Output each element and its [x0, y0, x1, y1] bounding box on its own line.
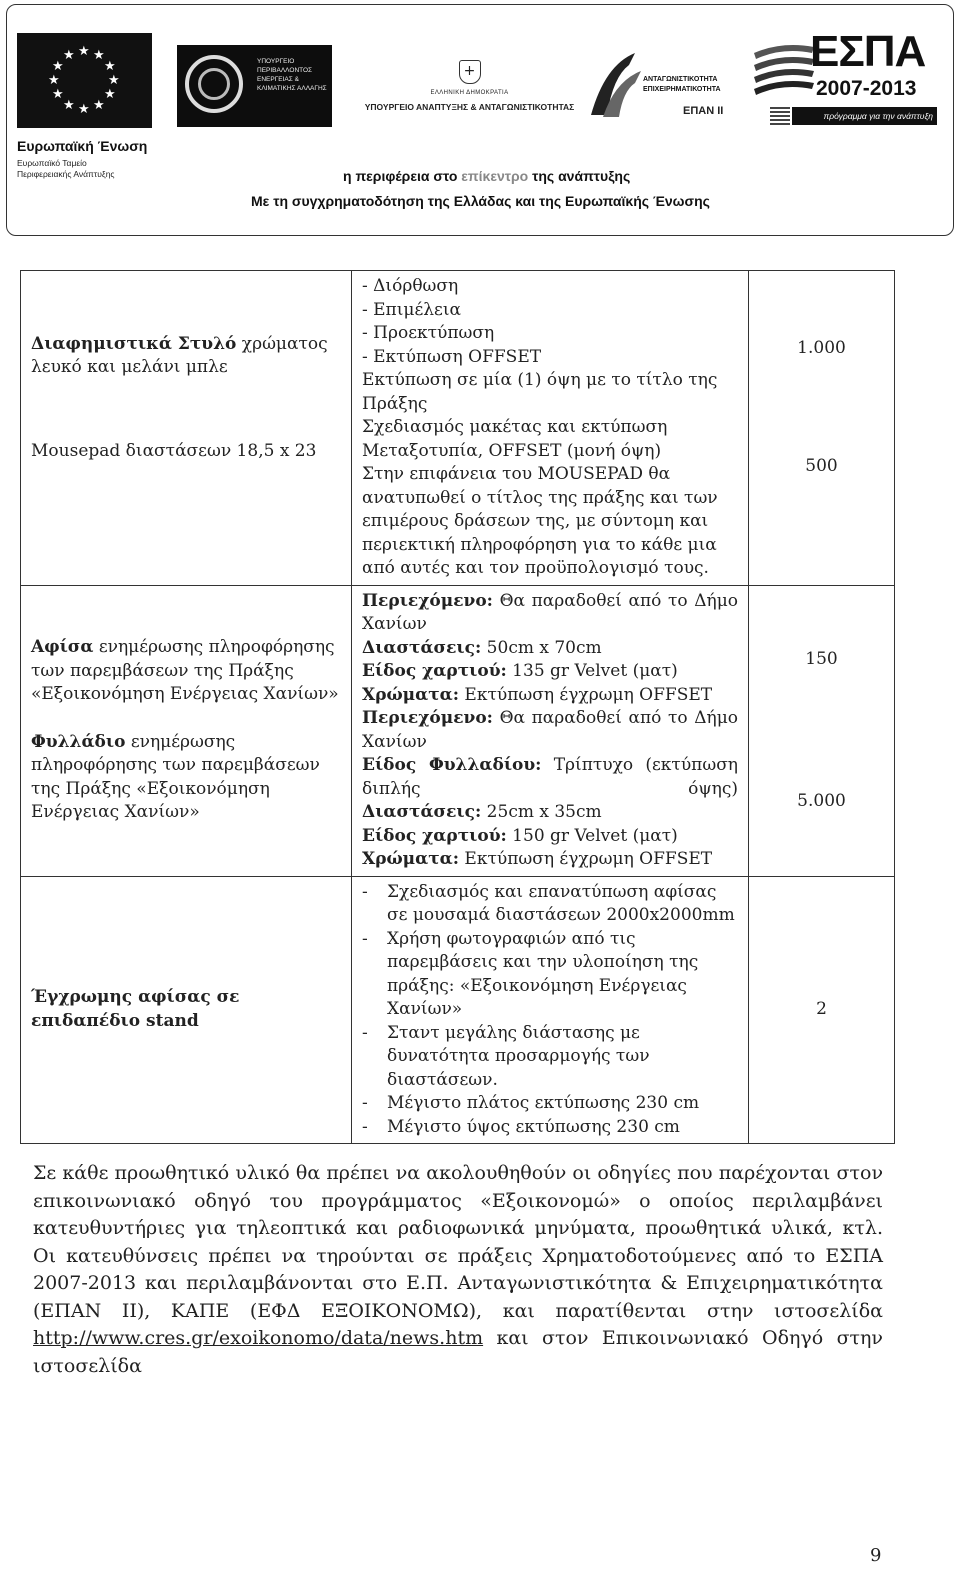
epan-text-2: ΕΠΙΧΕΙΡΗΜΑΤΙΚΟΤΗΤΑ	[643, 86, 721, 93]
eu-flag-icon: ★ ★ ★ ★ ★ ★ ★ ★ ★ ★ ★ ★	[17, 33, 152, 128]
bullet-dash: -	[362, 1116, 368, 1137]
poster-paper	[362, 660, 738, 684]
note-text-end: και στον Επικοινωνιακό Οδηγό στην ιστοσελίδα	[33, 1327, 883, 1377]
slogan-line-1	[343, 168, 630, 184]
bullet-dash: -	[362, 928, 368, 949]
value: 50cm x 70cm	[481, 637, 602, 658]
epan-ii-text: ΕΠΑΝ ΙΙ	[683, 105, 724, 117]
label: Διαστάσεις:	[362, 637, 482, 658]
poster-content	[362, 590, 738, 637]
hellenic-republic-logo	[362, 60, 577, 112]
poster-dims	[362, 637, 738, 661]
espa-years: 2007-2013	[816, 77, 917, 100]
label: Είδος χαρτιού:	[362, 825, 507, 846]
table-row	[21, 271, 895, 586]
value: Εκτύπωση έγχρωμη OFFSET	[459, 684, 713, 705]
materials-table	[20, 270, 895, 1144]
slogan-line-2: Με τη συγχρηματοδότηση της Ελλάδας και της Ευρωπαϊκής Ένωσης	[251, 193, 710, 209]
quantity-cell	[749, 585, 895, 876]
bullet-dash: -	[362, 1093, 368, 1113]
spacer	[31, 380, 341, 440]
desc-line: Εκτύπωση σε μία (1) όψη με το τίτλο της Πράξης	[362, 370, 718, 414]
eu-name: Ευρωπαϊκή Ένωση	[17, 138, 148, 154]
header-banner	[6, 4, 954, 236]
value: 135 gr Velvet (ματ)	[506, 661, 678, 681]
poster-colors	[362, 684, 738, 708]
list-item	[362, 1022, 738, 1093]
espa-name: ΕΣΠΑ	[810, 27, 926, 76]
value: Τρίπτυχο (εκτύπωση διπλής όψης)	[362, 755, 738, 799]
item-pens-desc: χρώματος λευκό και μελάνι μπλε	[31, 333, 328, 377]
value: Εκτύπωση έγχρωμη OFFSET	[459, 849, 713, 869]
leaflet-dims	[362, 801, 738, 825]
item-cell	[21, 271, 352, 586]
ministry-development-text: ΥΠΟΥΡΓΕΙΟ ΑΝΑΠΤΥΞΗΣ & ΑΝΤΑΓΩΝΙΣΤΙΚΟΤΗΤΑΣ	[364, 102, 575, 112]
quantity-cell	[749, 876, 895, 1144]
desc-line: Σχεδιασμός μακέτας και εκτύπωση	[362, 417, 668, 437]
item-leaflet-desc: ενημέρωσης πληροφόρησης των παρεμβάσεων της Πράξης «Εξοικονόμηση Ενέργειας Χανίων»	[31, 731, 320, 823]
leaflet-content	[362, 707, 738, 754]
greek-flag-icon	[770, 107, 790, 125]
leaflet-colors	[362, 848, 738, 872]
list-item	[362, 1092, 738, 1116]
item-mousepad: Mousepad διαστάσεων 18,5 x 23	[31, 440, 317, 461]
description-cell	[352, 271, 749, 586]
description-cell	[352, 876, 749, 1144]
greek-emblem-icon	[459, 60, 481, 84]
item-cell	[21, 876, 352, 1144]
quantity-mousepad: 500	[805, 455, 838, 476]
table-row	[21, 585, 895, 876]
spacer	[31, 463, 341, 523]
list-item	[362, 1116, 738, 1140]
leaflet-paper	[362, 825, 738, 849]
bullet-text: Μέγιστο πλάτος εκτύπωσης 230 cm	[387, 1093, 700, 1113]
label: Διαστάσεις:	[362, 802, 482, 822]
slogan-part-c: της ανάπτυξης	[528, 168, 631, 184]
leaflet-type	[362, 754, 738, 801]
quantity-cell	[749, 271, 895, 586]
label: Χρώματα:	[362, 849, 460, 869]
item-poster-title: Αφίσα	[31, 637, 94, 658]
guidelines-paragraph	[33, 1160, 883, 1380]
epan-logo	[585, 45, 735, 130]
bullet-dash: -	[362, 881, 368, 902]
value: Θα παραδοθεί από το Δήμο Χανίων	[362, 708, 738, 752]
spacer	[759, 672, 884, 790]
value: 150 gr Velvet (ματ)	[506, 825, 678, 846]
item-poster	[31, 636, 341, 707]
item-pens	[31, 333, 341, 380]
eu-logo-block	[17, 33, 152, 180]
label: Περιεχόμενο:	[362, 590, 493, 611]
eu-fund-line-2: Περιφερειακής Ανάπτυξης	[17, 169, 115, 179]
spacer	[31, 707, 341, 731]
slogan-part-a: η περιφέρεια στο	[343, 168, 462, 184]
quantity-poster: 150	[805, 649, 838, 669]
desc-line: - Διόρθωση	[362, 276, 459, 296]
table-row	[21, 876, 895, 1144]
epan-arrow-icon	[585, 45, 645, 130]
item-leaflet	[31, 731, 341, 825]
hellenic-republic-text: ΕΛΛΗΝΙΚΗ ΔΗΜΟΚΡΑΤΙΑ	[430, 90, 509, 96]
label: Είδος Φυλλαδίου:	[362, 755, 542, 775]
desc-line: - Εκτύπωση OFFSET	[362, 346, 542, 367]
note-text: Σε κάθε προωθητικό υλικό θα πρέπει να ακολουθηθούν οι οδηγίες που παρέχονται στον επικοινωνιακό οδηγό του προγράμματος «Εξοικονομώ» ο οποίος περιλαμβάνει κατευθυντήριες για τηλεοπτικά και ραδιοφωνικά μηνύματα, προωθητικά υλικά, κτλ. Οι κατευθύνσεις πρέπει να τηρούνται σε πράξεις Χρηματοδοτούμενες από το ΕΣΠΑ 2007-2013 και περιλαμβάνονται στο Ε.Π. Ανταγωνιστικότητα & Επιχειρηματικότητα (ΕΠΑΝ ΙΙ), ΚΑΠΕ (ΕΦΔ ΕΞΟΙΚΟΝΟΜΩ), και παρατίθενται στην ιστοσελίδα	[33, 1162, 883, 1322]
item-pens-title: Διαφημιστικά Στυλό	[31, 333, 237, 354]
ministry-swirl-icon	[185, 55, 243, 113]
bullet-text: Μέγιστο ύψος εκτύπωσης 230 cm	[387, 1116, 680, 1137]
item-poster-desc: ενημέρωσης πληροφόρησης των παρεμβάσεων της Πράξης «Εξοικονόμηση Ενέργειας Χανίων»	[31, 637, 339, 705]
espa-slogan: πρόγραμμα για την ανάπτυξη	[792, 107, 937, 125]
bullet-dash: -	[362, 1022, 368, 1043]
page-number: 9	[870, 1545, 882, 1566]
description-cell	[352, 585, 749, 876]
spacer	[759, 478, 884, 518]
value: 25cm x 35cm	[481, 802, 602, 822]
item-leaflet-title: Φυλλάδιο	[31, 731, 126, 752]
desc-line: - Επιμέλεια	[362, 299, 461, 320]
quantity-pens: 1.000	[797, 338, 846, 359]
item-floor-stand: Έγχρωμης αφίσας σε επιδαπέδιο stand	[31, 987, 240, 1031]
eu-fund-line-1: Ευρωπαϊκό Ταμείο	[17, 158, 87, 168]
espa-logo	[752, 27, 937, 142]
spacer	[759, 361, 884, 455]
epan-text-1: ΑΝΤΑΓΩΝΙΣΤΙΚΟΤΗΤΑ	[643, 76, 718, 83]
quantity-floor-stand: 2	[816, 999, 827, 1019]
bullet-text: Σταντ μεγάλης διάστασης με δυνατότητα προσαρμογής των διαστάσεων.	[387, 1022, 650, 1090]
quantity-leaflet: 5.000	[797, 790, 846, 811]
bullet-text: Χρήση φωτογραφιών από τις παρεμβάσεις και την υλοποίηση της πράξης: «Εξοικονόμηση Ενέργειας Χανίων»	[387, 928, 699, 1019]
cres-link[interactable]: http://www.cres.gr/exoikonomo/data/news.htm	[33, 1327, 484, 1349]
value: Θα παραδοθεί από το Δήμο Χανίων	[362, 590, 738, 634]
slogan-part-b: επίκεντρο	[461, 168, 529, 184]
bullet-text: Σχεδιασμός και επανατύπωση αφίσας σε μουσαμά διαστάσεων 2000x2000mm	[387, 881, 735, 925]
ministry-environment-text: ΥΠΟΥΡΓΕΙΟ ΠΕΡΙΒΑΛΛΟΝΤΟΣ ΕΝΕΡΓΕΙΑΣ & ΚΛΙΜΑΤΙΚΗΣ ΑΛΛΑΓΗΣ	[257, 58, 327, 92]
list-item	[362, 928, 738, 1022]
list-item	[362, 881, 738, 928]
label: Είδος χαρτιού:	[362, 661, 507, 681]
ministry-environment-logo	[177, 45, 332, 127]
desc-line: Μεταξοτυπία, OFFSET (μονή όψη)	[362, 440, 662, 461]
label: Χρώματα:	[362, 684, 460, 705]
label: Περιεχόμενο:	[362, 708, 493, 728]
desc-line: - Προεκτύπωση	[362, 323, 495, 343]
item-cell	[21, 585, 352, 876]
desc-line: Στην επιφάνεια του MOUSEPAD θα ανατυπωθεί ο τίτλος της πράξης και των επιμέρους δράσεων της, με σύντομη και περιεκτική πληροφόρηση για το κάθε μια από αυτές και τον προϋπολογισμό τους.	[362, 464, 718, 578]
